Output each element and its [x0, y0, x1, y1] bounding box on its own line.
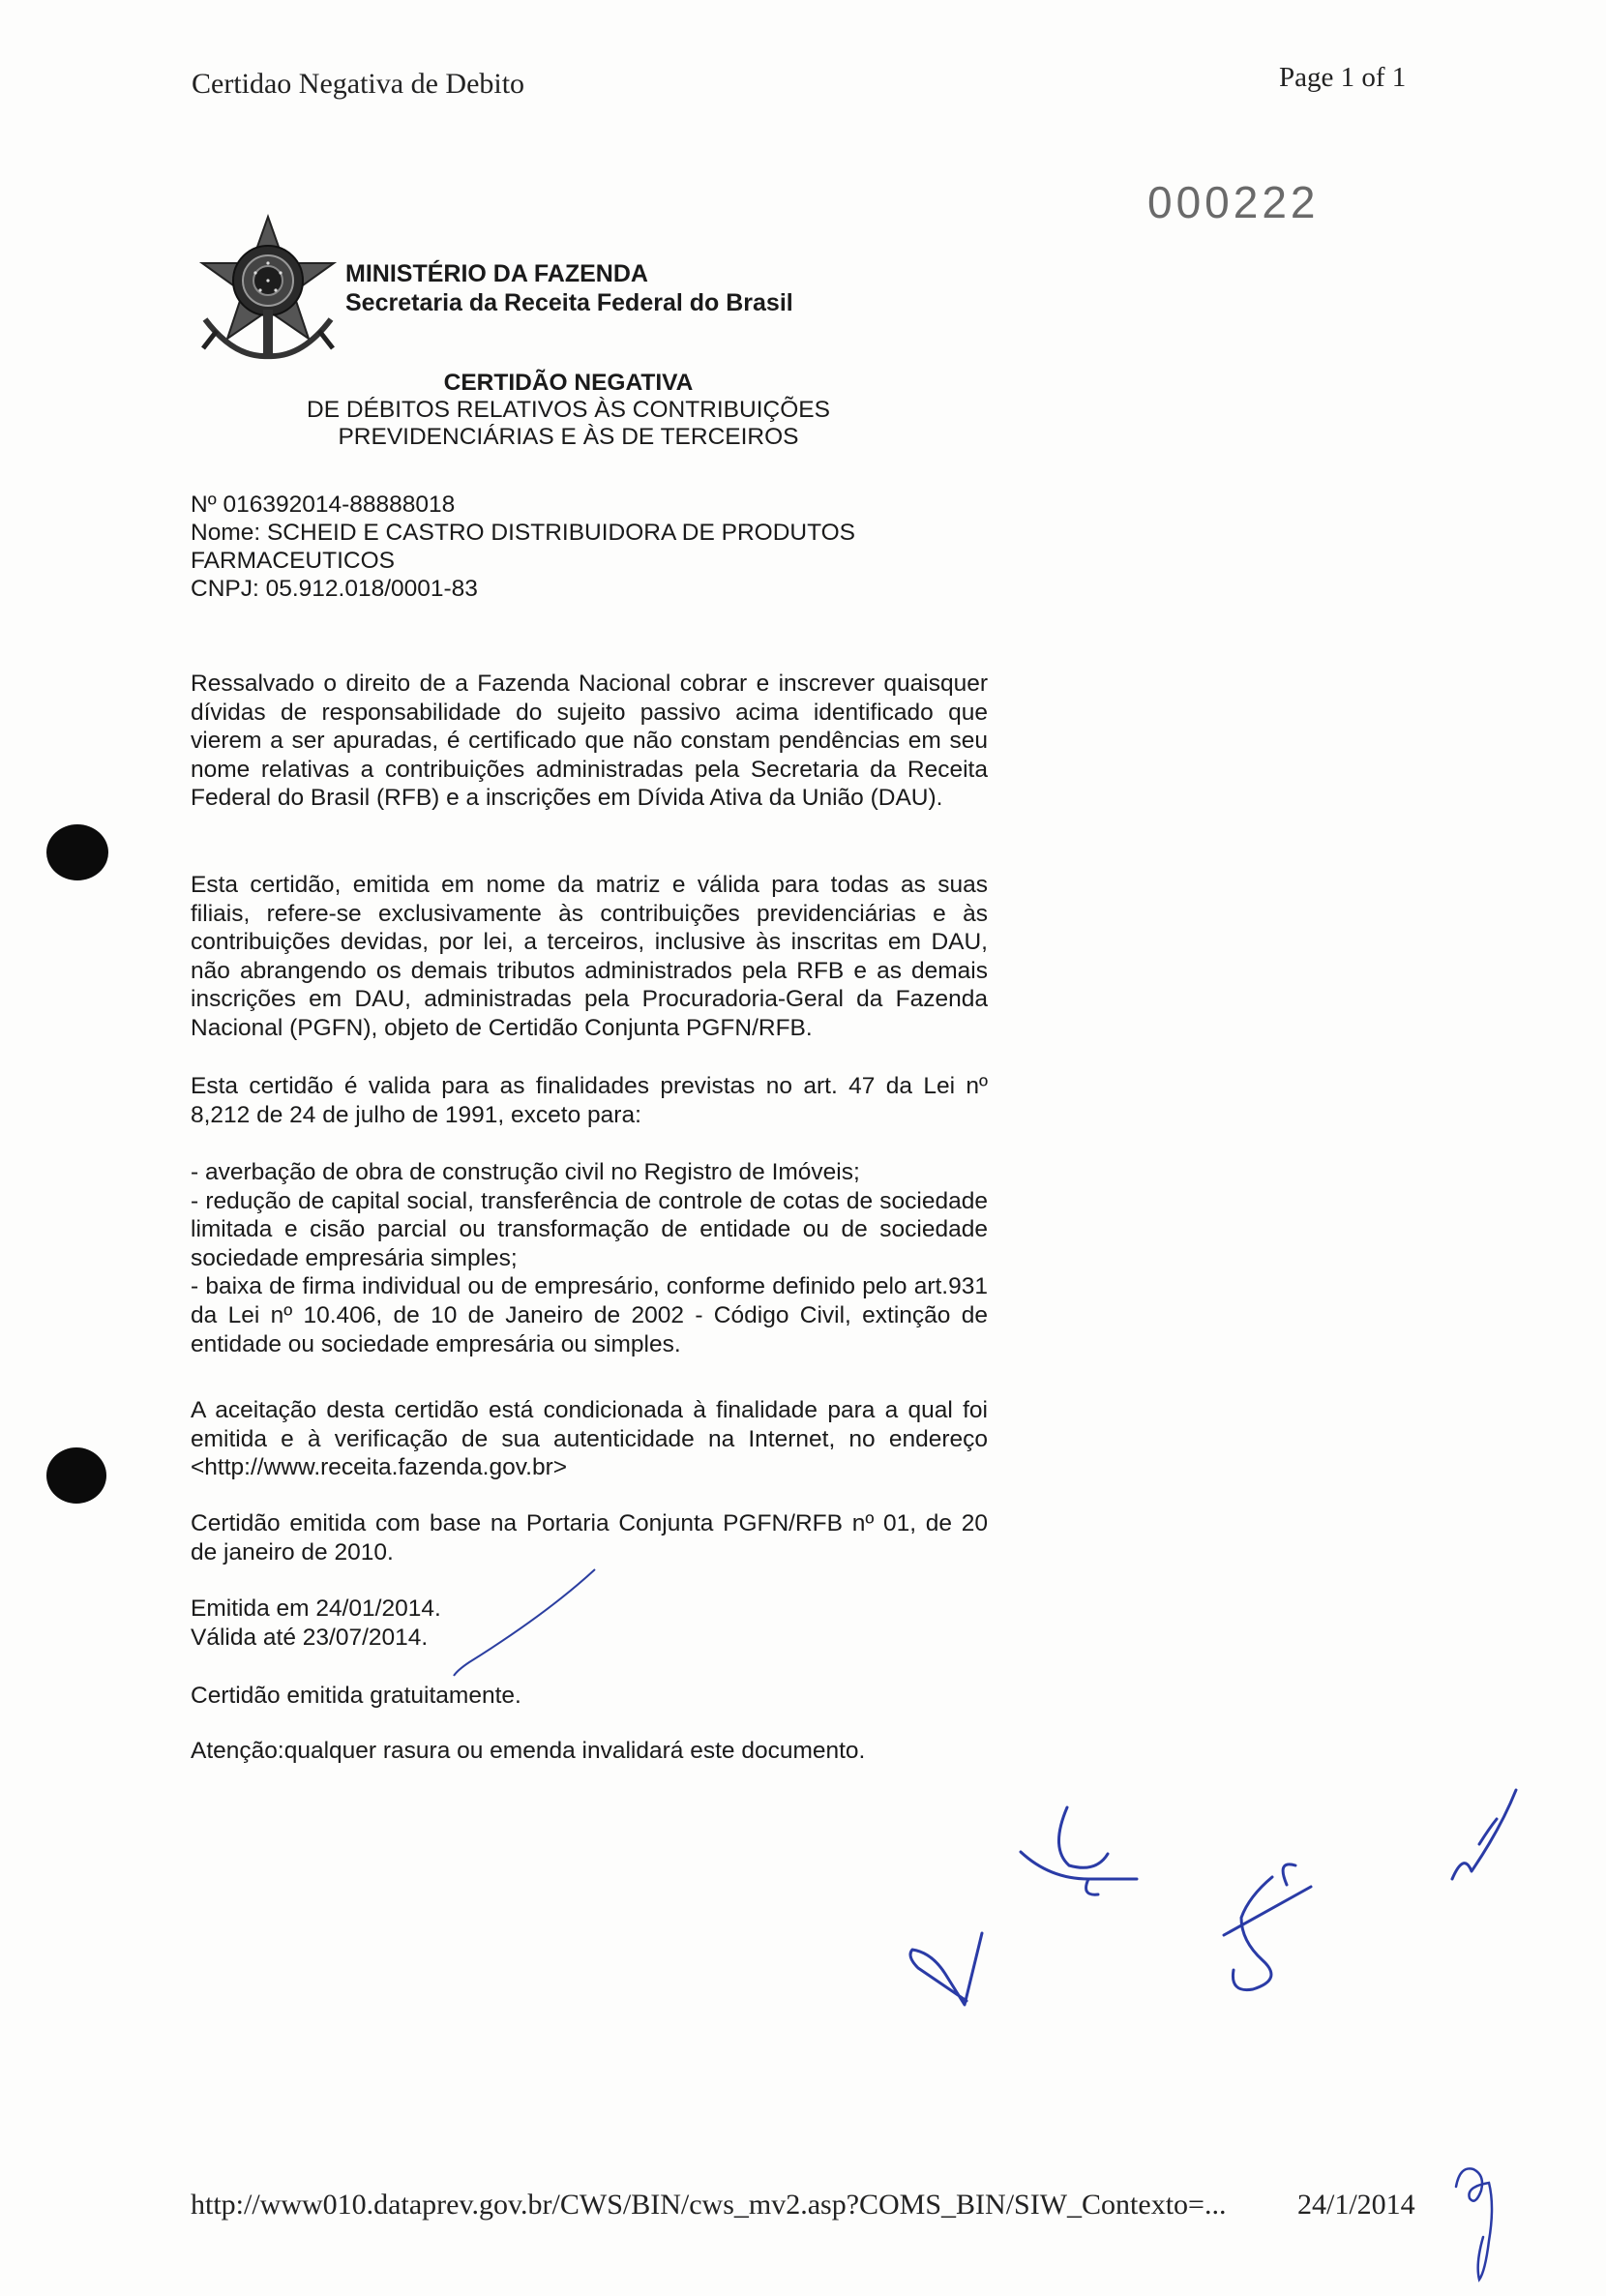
certificate-title [252, 370, 885, 451]
paragraph-4 [191, 1396, 988, 1482]
paragraph-5-text: Certidão emitida com base na Portaria Conjunta PGFN/RFB nº 01, de 20 de janeiro de 2010. [191, 1510, 988, 1565]
cnpj: CNPJ: 05.912.018/0001-83 [191, 576, 478, 602]
page-number: Page 1 of 1 [1279, 62, 1407, 93]
paragraph-1 [191, 670, 988, 813]
paragraph-5 [191, 1509, 988, 1566]
paragraph-1-text: Ressalvado o direito de a Fazenda Nacional cobrar e inscrever quaisquer dívidas de responsabilidade do sujeito passivo acima identificado que vierem a ser apuradas, é certificado que não constam pendências em seu nome relativas a contribuições administradas pela Secretaria da Receita Federal do Brasil (RFB) e a inscrições em Dívida Ativa da União (DAU). [191, 671, 988, 812]
handwritten-check-mark [440, 1565, 605, 1678]
coat-of-arms-icon [195, 213, 341, 368]
company-name-line-1: Nome: SCHEID E CASTRO DISTRIBUIDORA DE PRODUTOS [191, 520, 856, 546]
paragraph-3 [191, 1072, 988, 1129]
ministry-heading [345, 259, 793, 317]
free-issue-text: Certidão emitida gratuitamente. [191, 1683, 521, 1709]
certificate-number: Nº 016392014-88888018 [191, 492, 456, 518]
identification-block [191, 491, 855, 603]
exception-item-2: - redução de capital social, transferência de controle de cotas de sociedade limitada e cisão parcial ou transformação de entidade ou de sociedade sociedade empresária simples; [191, 1187, 988, 1271]
exceptions-list [191, 1158, 988, 1358]
handwritten-page-mark [1446, 2148, 1514, 2283]
exception-item-1: - averbação de obra de construção civil no Registro de Imóveis; [191, 1159, 860, 1185]
stamp-number: 000222 [1147, 177, 1320, 227]
punch-hole-top [46, 824, 108, 880]
title-line-1: CERTIDÃO NEGATIVA [443, 370, 694, 396]
valid-until-date: Válida até 23/07/2014. [191, 1624, 429, 1651]
warning-text: Atenção:qualquer rasura ou emenda invalidará este documento. [191, 1738, 866, 1764]
page-header-title: Certidao Negativa de Debito [192, 68, 525, 100]
exception-item-3: - baixa de firma individual ou de empresário, conforme definido pelo art.931 da Lei nº 10.406, de 10 de Janeiro de 2002 - Código Civil, extinção de entidade ou sociedade empresária ou simples. [191, 1273, 988, 1357]
company-name-line-2: FARMACEUTICOS [191, 548, 395, 574]
handwritten-initials [905, 1790, 1543, 2080]
paragraph-2-text: Esta certidão, emitida em nome da matriz e válida para todas as suas filiais, refere-se exclusivamente às contribuições previdenciárias e às contribuições devidas, por lei, a terceiros, inclusive às inscritas em DAU, não abrangendo os demais tributos administrados pela RFB e as demais inscrições em DAU, administradas pela Procuradoria-Geral da Fazenda Nacional (PGFN), objeto de Certidão Conjunta PGFN/RFB. [191, 872, 988, 1041]
footer-date: 24/1/2014 [1297, 2189, 1415, 2221]
free-issue-note [191, 1682, 988, 1711]
issued-date: Emitida em 24/01/2014. [191, 1595, 441, 1622]
paragraph-4-text: A aceitação desta certidão está condicionada à finalidade para a qual foi emitida e à verificação de sua autenticidade na Internet, no endereço <http://www.receita.fazenda.gov.br> [191, 1397, 988, 1481]
footer-url: http://www010.dataprev.gov.br/CWS/BIN/cws_mv2.asp?COMS_BIN/SIW_Contexto=... [191, 2189, 1227, 2221]
title-line-2: DE DÉBITOS RELATIVOS ÀS CONTRIBUIÇÕES [307, 397, 830, 423]
paragraph-3-text: Esta certidão é valida para as finalidades previstas no art. 47 da Lei nº 8,212 de 24 de julho de 1991, exceto para: [191, 1073, 988, 1128]
title-line-3: PREVIDENCIÁRIAS E ÀS DE TERCEIROS [338, 424, 799, 450]
warning-note [191, 1737, 988, 1766]
ministry-name: MINISTÉRIO DA FAZENDA [345, 260, 648, 287]
paragraph-2 [191, 871, 988, 1043]
punch-hole-bottom [46, 1447, 106, 1504]
secretariat-name: Secretaria da Receita Federal do Brasil [345, 289, 793, 316]
